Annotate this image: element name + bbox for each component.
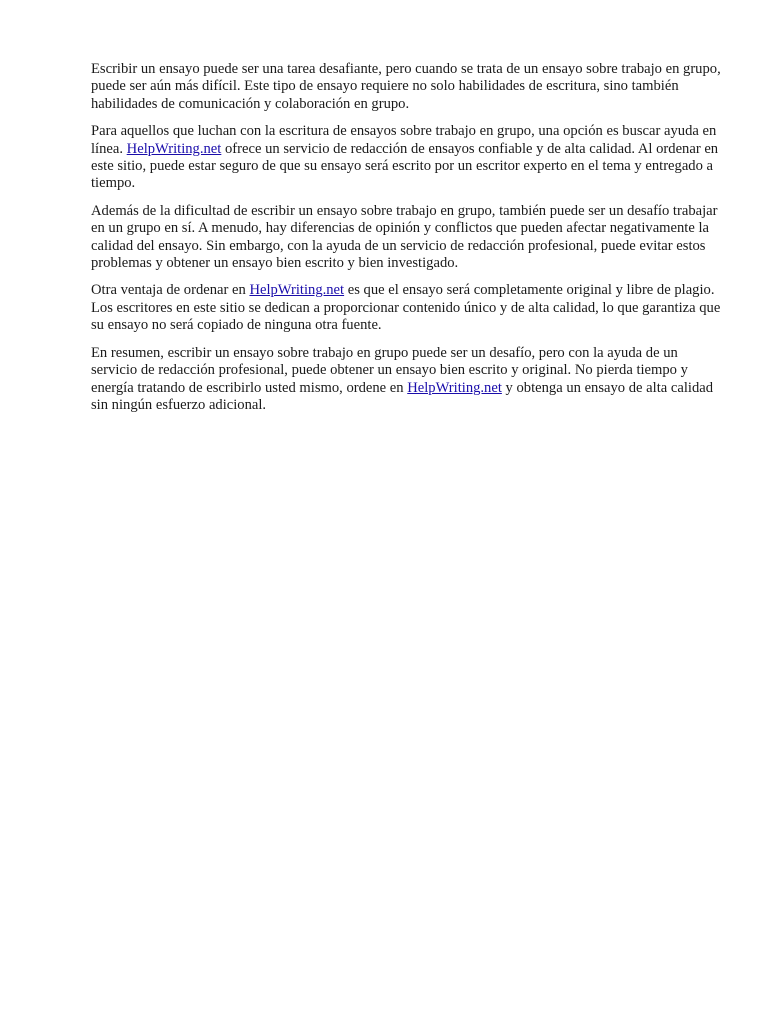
paragraph-text: ofrece un servicio de redacción de ensayos confiable y de alta calidad. Al ordenar en este sitio, puede estar seguro de que su ensayo será escrito por un escritor experto en el tema y entregado a tiempo. bbox=[91, 140, 719, 192]
paragraph-intro bbox=[91, 61, 723, 113]
paragraph-text: Escribir un ensayo puede ser una tarea desafiante, pero cuando se trata de un ensayo sobre trabajo en grupo, puede ser aún más difícil. Este tipo de ensayo requiere no solo habilidades de escritura, sino también habilidades de comunicación y colaboración en grupo. bbox=[91, 61, 721, 112]
paragraph-text: En resumen, escribir un ensayo sobre trabajo en grupo puede ser un desafío, pero con la ayuda de un servicio de redacción profesional, puede obtener un ensayo bien escrito y original. No pierda tiempo y energía tratando de escribirlo usted mismo, ordene en bbox=[91, 344, 688, 396]
paragraph-help-online bbox=[91, 123, 723, 193]
paragraph-text: y obtenga un ensayo de alta calidad sin ningún esfuerzo adicional. bbox=[91, 379, 714, 413]
helpwriting-link[interactable]: HelpWriting.net bbox=[407, 379, 502, 396]
paragraph-text: Para aquellos que luchan con la escritura de ensayos sobre trabajo en grupo, una opción es buscar ayuda en línea. bbox=[91, 123, 717, 157]
paragraph-group-difficulty bbox=[91, 203, 723, 273]
document-body bbox=[91, 61, 723, 424]
paragraph-originality bbox=[91, 282, 723, 334]
paragraph-text: es que el ensayo será completamente original y libre de plagio. Los escritores en este sitio se dedican a proporcionar contenido único y de alta calidad, lo que garantiza que su ensayo no será copiado de ninguna otra fuente. bbox=[91, 282, 721, 334]
helpwriting-link[interactable]: HelpWriting.net bbox=[249, 282, 345, 299]
paragraph-summary bbox=[91, 345, 723, 415]
paragraph-text: Otra ventaja de ordenar en bbox=[91, 282, 250, 299]
paragraph-text: Además de la dificultad de escribir un ensayo sobre trabajo en grupo, también puede ser un desafío trabajar en un grupo en sí. A menudo, hay diferencias de opinión y conflictos que pueden afectar negativamente la calidad del ensayo. Sin embargo, con la ayuda de un servicio de redacción profesional, puede evitar estos problemas y obtener un ensayo bien escrito y bien investigado. bbox=[91, 202, 718, 272]
helpwriting-link[interactable]: HelpWriting.net bbox=[126, 140, 222, 157]
